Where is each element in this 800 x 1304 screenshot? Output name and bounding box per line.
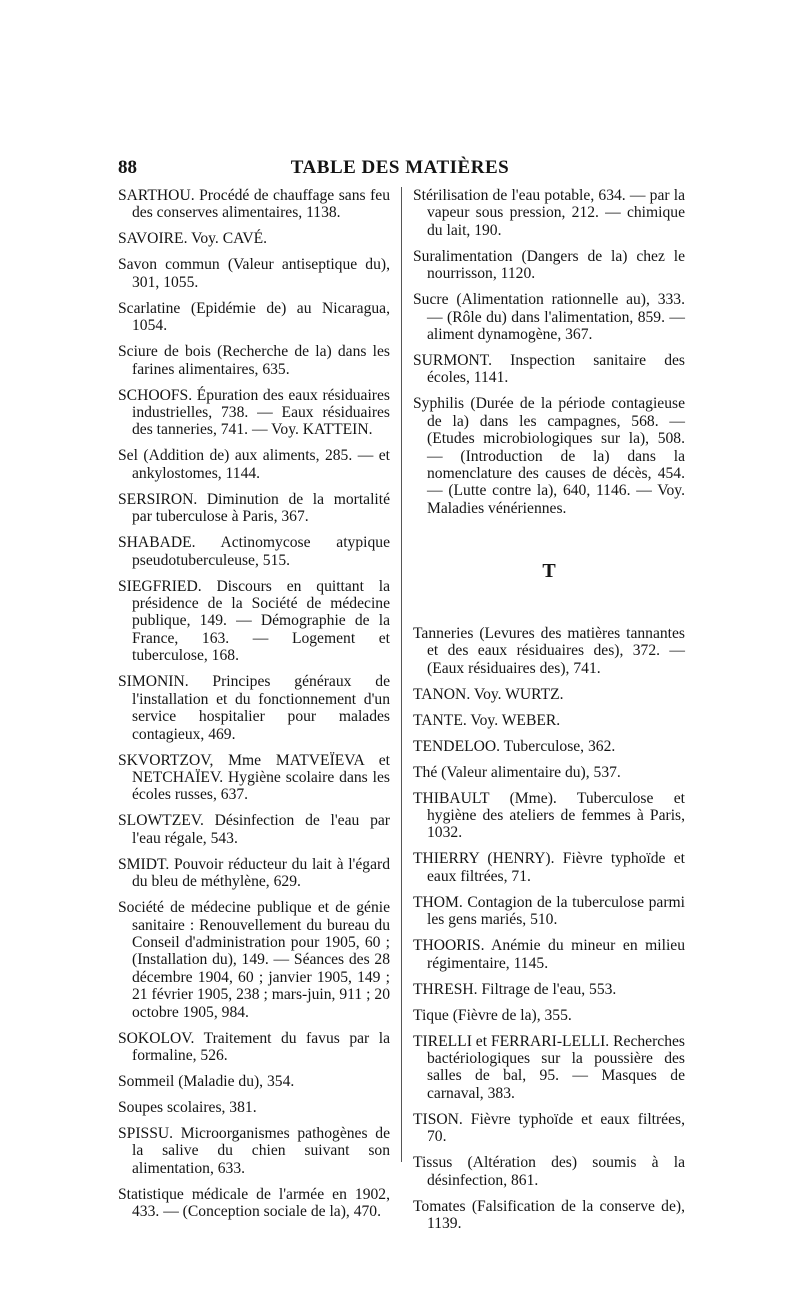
right-column bbox=[413, 187, 685, 1241]
index-entry: SIMONIN. Principes généraux de l'installation et du fonctionnement d'un service hospitalier pour malades contagieux, 469. bbox=[118, 673, 390, 743]
index-entry: Sel (Addition de) aux aliments, 285. — et ankylostomes, 1144. bbox=[118, 447, 390, 482]
index-entry: SAVOIRE. Voy. CAVÉ. bbox=[118, 230, 268, 248]
index-entry: TIRELLI et FERRARI-LELLI. Recherches bactériologiques sur la poussière des salles de bal, 95. — Masques de carnaval, 383. bbox=[413, 1032, 685, 1102]
index-entry: SKVORTZOV, Mme MATVEÏEVA et NETCHAÏEV. Hygiène scolaire dans les écoles russes, 637. bbox=[118, 751, 390, 804]
index-entry: Soupes scolaires, 381. bbox=[118, 1098, 257, 1116]
index-entry: SPISSU. Microorganismes pathogènes de la salive du chien suivant son alimentation, 633. bbox=[118, 1124, 390, 1177]
index-entry: SIEGFRIED. Discours en quittant la présidence de la Société de médecine publique, 149. — Démographie de la France, 163. — Logement et tuberculose, 168. bbox=[118, 577, 390, 665]
index-entry: TANTE. Voy. WEBER. bbox=[413, 711, 561, 729]
index-entry: Sommeil (Maladie du), 354. bbox=[118, 1072, 295, 1090]
page-number: 88 bbox=[118, 157, 137, 178]
index-entry: Statistique médicale de l'armée en 1902, 433. — (Conception sociale de la), 470. bbox=[118, 1185, 390, 1221]
index-entry: Société de médecine publique et de génie sanitaire : Renouvellement du bureau du Conseil d'administration pour 1905, 60 ; (Installation du), 149. — Séances des 28 décembre 1904, 60 ; janvier 1905, 149 ; 21 février 1905, 238 ; mars-juin, 911 ; 20 octobre 1905, 984. bbox=[118, 899, 390, 1021]
index-entry: SCHOOFS. Épuration des eaux résiduaires industrielles, 738. — Eaux résiduaires des tanneries, 741. — Voy. KATTEIN. bbox=[118, 386, 390, 439]
index-entry: Savon commun (Valeur antiseptique du), 301, 1055. bbox=[118, 256, 390, 291]
index-entry: SMIDT. Pouvoir réducteur du lait à l'égard du bleu de méthylène, 629. bbox=[118, 855, 390, 891]
index-entry: Sciure de bois (Recherche de la) dans les farines alimentaires, 635. bbox=[118, 343, 390, 378]
index-entry: SURMONT. Inspection sanitaire des écoles, 1141. bbox=[413, 352, 685, 387]
page-title: TABLE DES MATIÈRES bbox=[290, 157, 510, 178]
index-entry: SERSIRON. Diminution de la mortalité par tuberculose à Paris, 367. bbox=[118, 490, 390, 526]
index-entry: Tanneries (Levures des matières tannantes et des eaux résiduaires des), 372. — (Eaux résiduaires des), 741. bbox=[413, 624, 685, 677]
index-entry: Stérilisation de l'eau potable, 634. — par la vapeur sous pression, 212. — chimique du lait, 190. bbox=[413, 187, 685, 239]
index-entry: SOKOLOV. Traitement du favus par la formaline, 526. bbox=[118, 1029, 390, 1064]
section-letter: T bbox=[542, 560, 556, 583]
index-entry: SLOWTZEV. Désinfection de l'eau par l'eau régale, 543. bbox=[118, 812, 390, 847]
index-entry: Suralimentation (Dangers de la) chez le nourrisson, 1120. bbox=[413, 247, 685, 283]
index-entry: Sucre (Alimentation rationnelle au), 333. — (Rôle du) dans l'alimentation, 859. — aliment dynamogène, 367. bbox=[413, 291, 685, 344]
page-header bbox=[0, 157, 800, 185]
column-divider bbox=[401, 187, 402, 1162]
index-entry: Syphilis (Durée de la période contagieuse de la) dans les campagnes, 568. — (Etudes microbiologiques sur la), 508. — (Introduction de la) dans la nomenclature des causes de décès, 454. — (Lutte contre la), 640, 1146. — Voy. Maladies vénériennes. bbox=[413, 395, 685, 517]
index-entry: SHABADE. Actinomycose atypique pseudotuberculeuse, 515. bbox=[118, 534, 390, 569]
index-entry: Tissus (Altération des) soumis à la désinfection, 861. bbox=[413, 1154, 685, 1189]
left-column bbox=[118, 187, 390, 1229]
index-entry: THRESH. Filtrage de l'eau, 553. bbox=[413, 980, 617, 998]
index-entry: THIERRY (HENRY). Fièvre typhoïde et eaux filtrées, 71. bbox=[413, 850, 685, 885]
index-entry: TISON. Fièvre typhoïde et eaux filtrées, 70. bbox=[413, 1110, 685, 1146]
index-entry: Thé (Valeur alimentaire du), 537. bbox=[413, 763, 621, 781]
index-entry: Tomates (Falsification de la conserve de), 1139. bbox=[413, 1197, 685, 1232]
index-entry: TANON. Voy. WURTZ. bbox=[413, 685, 564, 703]
index-entry: Scarlatine (Epidémie de) au Nicaragua, 1054. bbox=[118, 299, 390, 335]
index-entry: THIBAULT (Mme). Tuberculose et hygiène des ateliers de femmes à Paris, 1032. bbox=[413, 789, 685, 842]
index-entry: TENDELOO. Tuberculose, 362. bbox=[413, 737, 616, 755]
index-entry: THOORIS. Anémie du mineur en milieu régimentaire, 1145. bbox=[413, 937, 685, 972]
index-entry: SARTHOU. Procédé de chauffage sans feu des conserves alimentaires, 1138. bbox=[118, 187, 390, 222]
index-entry: THOM. Contagion de la tuberculose parmi les gens mariés, 510. bbox=[413, 893, 685, 929]
index-entry: Tique (Fièvre de la), 355. bbox=[413, 1006, 572, 1024]
